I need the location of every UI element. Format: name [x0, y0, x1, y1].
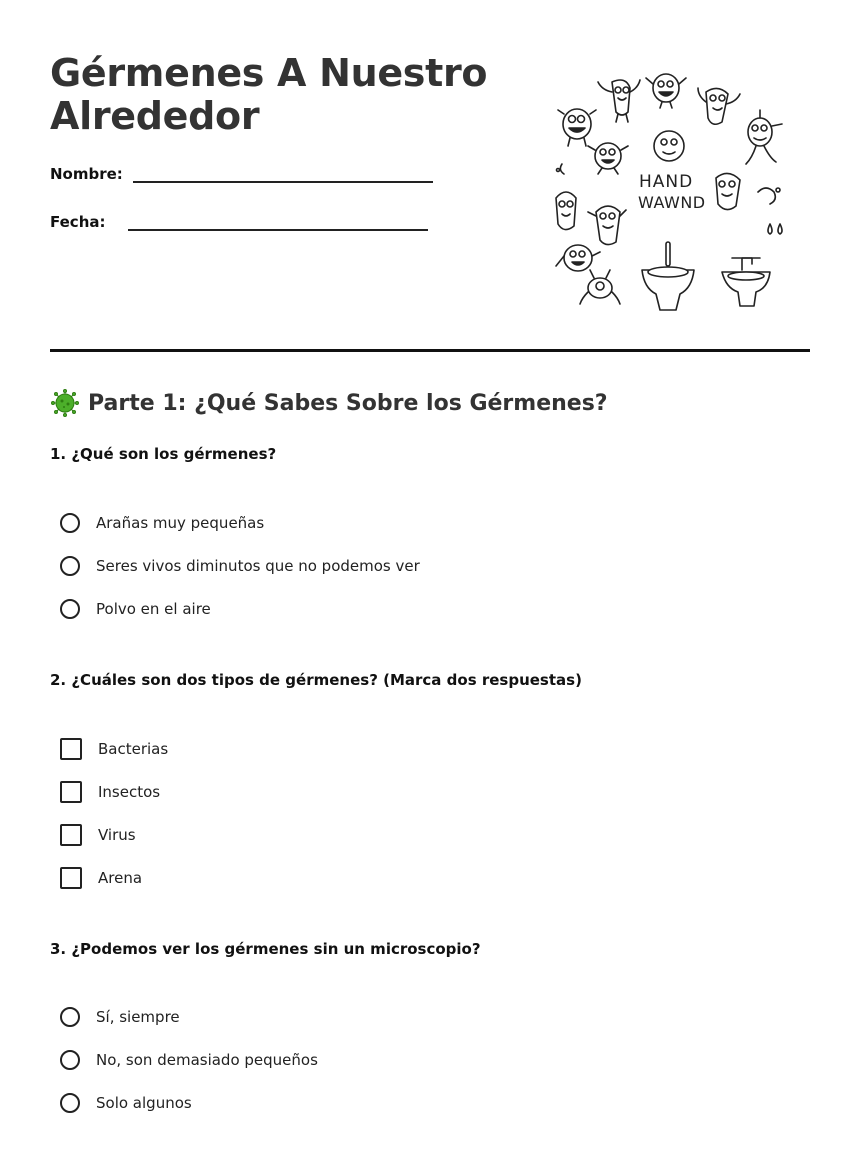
answer-option[interactable]	[60, 510, 264, 536]
germ-character-icon	[558, 109, 596, 146]
germ-character-icon	[598, 80, 640, 122]
name-field	[50, 165, 433, 183]
sink-icon	[642, 242, 694, 310]
germ-character-icon	[556, 245, 600, 271]
option-label: Insectos	[98, 783, 161, 801]
radio-button[interactable]	[60, 599, 80, 619]
option-label: Arañas muy pequeñas	[96, 514, 265, 532]
checkbox[interactable]	[60, 738, 82, 760]
option-label: Polvo en el aire	[96, 600, 211, 618]
checkbox[interactable]	[60, 781, 82, 803]
germ-icon	[50, 388, 80, 418]
germ-character-icon	[698, 88, 740, 124]
option-label: Sí, siempre	[96, 1008, 180, 1026]
radio-button[interactable]	[60, 1007, 80, 1027]
germ-character-icon	[716, 173, 740, 209]
checkbox[interactable]	[60, 824, 82, 846]
header-divider	[50, 349, 810, 352]
option-label: No, son demasiado pequeños	[96, 1051, 318, 1069]
answer-option[interactable]	[60, 736, 168, 762]
section-title: Parte 1: ¿Qué Sabes Sobre los Gérmenes?	[88, 390, 608, 416]
date-field	[50, 213, 428, 231]
germ-character-icon	[646, 74, 686, 108]
germ-character-icon	[654, 131, 684, 161]
section-heading	[50, 388, 608, 418]
germ-character-icon	[588, 143, 628, 174]
name-blank-line[interactable]	[133, 181, 433, 183]
radio-button[interactable]	[60, 1050, 80, 1070]
answer-option[interactable]	[60, 1090, 192, 1116]
option-label: Arena	[98, 869, 143, 887]
sink-icon	[722, 258, 770, 306]
date-label: Fecha:	[50, 213, 106, 231]
date-blank-line[interactable]	[128, 229, 428, 231]
answer-option[interactable]	[60, 553, 420, 579]
option-label: Seres vivos diminutos que no podemos ver	[96, 557, 420, 575]
name-label: Nombre:	[50, 165, 123, 183]
question-2: 2. ¿Cuáles son dos tipos de gérmenes? (Marca dos respuestas)	[50, 671, 582, 689]
illustration-text-wawnd: WAWND	[638, 193, 706, 212]
germs-handwashing-illustration	[546, 66, 792, 316]
germ-character-icon	[580, 270, 620, 304]
radio-button[interactable]	[60, 1093, 80, 1113]
answer-option[interactable]	[60, 822, 136, 848]
germ-character-icon	[588, 206, 626, 245]
germ-character-icon	[746, 110, 782, 164]
radio-button[interactable]	[60, 556, 80, 576]
option-label: Bacterias	[98, 740, 169, 758]
question-1: 1. ¿Qué son los gérmenes?	[50, 445, 277, 463]
answer-option[interactable]	[60, 865, 142, 891]
option-label: Solo algunos	[96, 1094, 192, 1112]
illustration-text-hand: HAND	[639, 172, 694, 192]
answer-option[interactable]	[60, 1047, 318, 1073]
answer-option[interactable]	[60, 596, 211, 622]
option-label: Virus	[98, 826, 136, 844]
answer-option[interactable]	[60, 779, 160, 805]
checkbox[interactable]	[60, 867, 82, 889]
radio-button[interactable]	[60, 513, 80, 533]
worksheet-title: Gérmenes A Nuestro Alrededor	[50, 51, 488, 138]
question-3: 3. ¿Podemos ver los gérmenes sin un microscopio?	[50, 940, 481, 958]
germ-character-icon	[556, 192, 576, 230]
answer-option[interactable]	[60, 1004, 180, 1030]
